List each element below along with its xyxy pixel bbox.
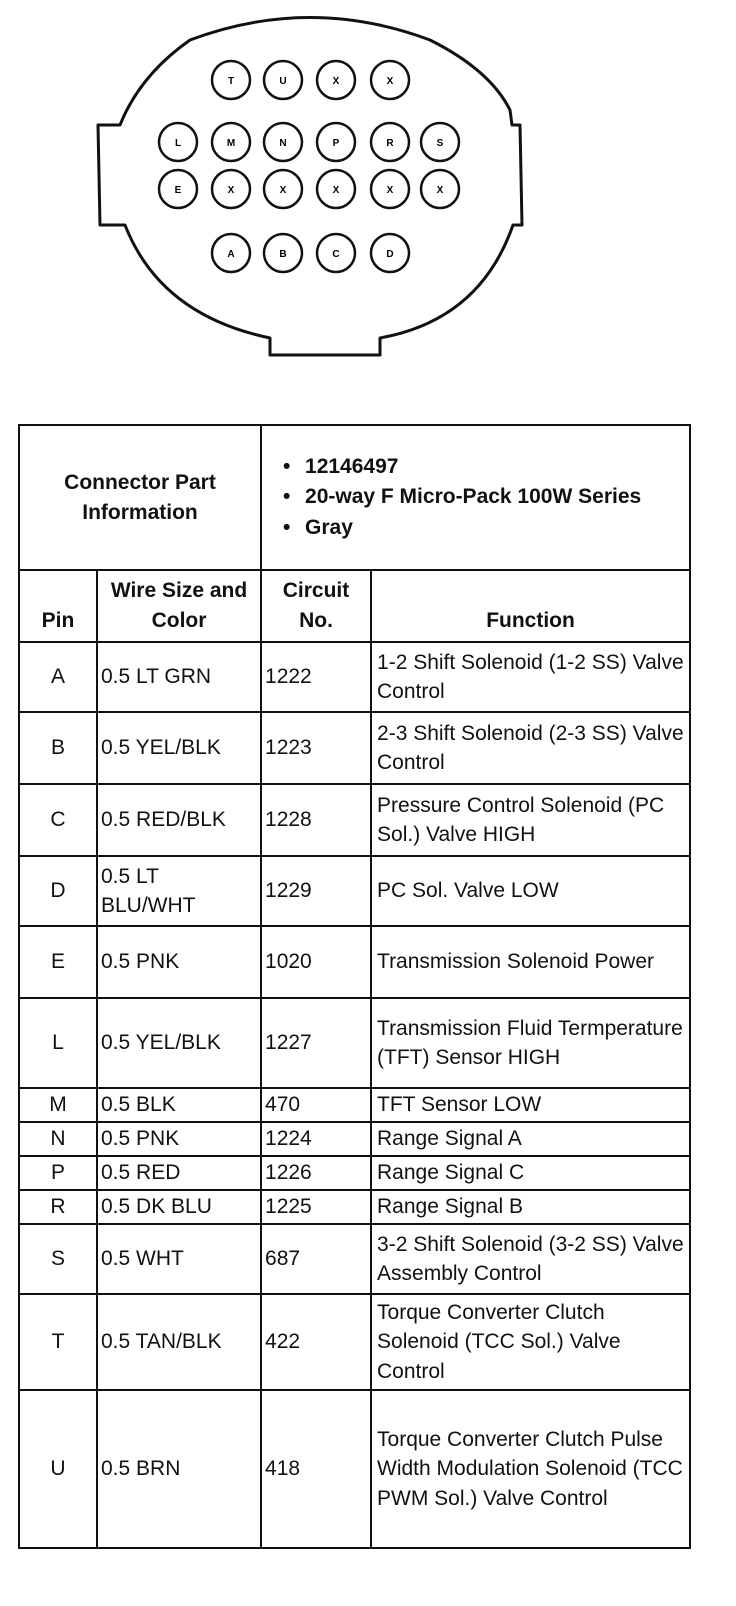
pin-t — [212, 61, 250, 99]
pin-cell: U — [19, 1390, 97, 1548]
pin-cell: N — [19, 1122, 97, 1156]
function-cell: Range Signal C — [371, 1156, 690, 1190]
pin-cell: A — [19, 642, 97, 712]
pin-label: X — [279, 185, 287, 196]
header-wire: Wire Size and Color — [97, 570, 261, 642]
wire-cell: 0.5 BLK — [97, 1088, 261, 1122]
pin-label: X — [332, 185, 340, 196]
pin-cell: E — [19, 926, 97, 998]
pin-cell: S — [19, 1224, 97, 1294]
circuit-cell: 1222 — [261, 642, 371, 712]
circuit-cell: 1224 — [261, 1122, 371, 1156]
connector-pinout-table — [18, 424, 691, 1549]
function-cell: 1-2 Shift Solenoid (1-2 SS) Valve Control — [371, 642, 690, 712]
pin-cell: M — [19, 1088, 97, 1122]
pin-r — [371, 123, 409, 161]
pin-s — [421, 123, 459, 161]
pin-label: A — [227, 249, 235, 260]
table-row — [19, 998, 690, 1088]
header-function: Function — [371, 570, 690, 642]
wire-cell: 0.5 BRN — [97, 1390, 261, 1548]
pin-label: B — [279, 249, 287, 260]
connector-part-info-label: Connector Part Information — [19, 425, 261, 570]
pin-label: E — [174, 185, 182, 196]
circuit-cell: 687 — [261, 1224, 371, 1294]
pin-l — [159, 123, 197, 161]
table-row — [19, 1294, 690, 1390]
circuit-cell: 1225 — [261, 1190, 371, 1224]
pin-x1 — [317, 61, 355, 99]
table-row — [19, 1088, 690, 1122]
function-cell: 3-2 Shift Solenoid (3-2 SS) Valve Assembly Control — [371, 1224, 690, 1294]
pin-label: P — [332, 138, 340, 149]
pin-p — [317, 123, 355, 161]
wire-cell: 0.5 PNK — [97, 926, 261, 998]
table-row — [19, 1190, 690, 1224]
table-row — [19, 1122, 690, 1156]
pin-cell: C — [19, 784, 97, 856]
pin-x2 — [371, 61, 409, 99]
pin-n — [264, 123, 302, 161]
pin-cell: D — [19, 856, 97, 926]
table-row — [19, 1156, 690, 1190]
wire-cell: 0.5 LT GRN — [97, 642, 261, 712]
function-cell: TFT Sensor LOW — [371, 1088, 690, 1122]
table-row — [19, 1390, 690, 1548]
pin-x4 — [264, 170, 302, 208]
wire-cell: 0.5 RED — [97, 1156, 261, 1190]
connector-info-row — [19, 425, 690, 570]
wire-cell: 0.5 PNK — [97, 1122, 261, 1156]
circuit-cell: 1223 — [261, 712, 371, 784]
wire-cell: 0.5 YEL/BLK — [97, 712, 261, 784]
pin-a — [212, 234, 250, 272]
function-cell: Transmission Solenoid Power — [371, 926, 690, 998]
pin-label: D — [386, 249, 394, 260]
wire-cell: 0.5 RED/BLK — [97, 784, 261, 856]
pin-cell: R — [19, 1190, 97, 1224]
circuit-cell: 1228 — [261, 784, 371, 856]
function-cell: Torque Converter Clutch Pulse Width Modulation Solenoid (TCC PWM Sol.) Valve Control — [371, 1390, 690, 1548]
table-row — [19, 784, 690, 856]
pin-cell: B — [19, 712, 97, 784]
function-cell: Pressure Control Solenoid (PC Sol.) Valve HIGH — [371, 784, 690, 856]
table-header-row — [19, 570, 690, 642]
wire-cell: 0.5 WHT — [97, 1224, 261, 1294]
pin-b — [264, 234, 302, 272]
connector-info-item: • 12146497 — [277, 452, 686, 482]
pin-label: X — [436, 185, 444, 196]
pin-label: X — [386, 185, 394, 196]
table-row — [19, 1224, 690, 1294]
connector-part-info — [261, 425, 690, 570]
pin-label: S — [436, 138, 444, 149]
pin-label: C — [332, 249, 340, 260]
pin-cell: T — [19, 1294, 97, 1390]
connector-info-item: • Gray — [277, 513, 686, 543]
pin-label: X — [386, 76, 394, 87]
pin-label: M — [226, 138, 236, 149]
header-circuit: Circuit No. — [261, 570, 371, 642]
table-row — [19, 856, 690, 926]
circuit-cell: 418 — [261, 1390, 371, 1548]
pin-label: X — [332, 76, 340, 87]
pin-label: U — [279, 76, 287, 87]
header-pin: Pin — [19, 570, 97, 642]
pin-d — [371, 234, 409, 272]
pin-m — [212, 123, 250, 161]
pin-cell: L — [19, 998, 97, 1088]
function-cell: Range Signal A — [371, 1122, 690, 1156]
circuit-cell: 1226 — [261, 1156, 371, 1190]
wire-cell: 0.5 LT BLU/WHT — [97, 856, 261, 926]
wire-cell: 0.5 DK BLU — [97, 1190, 261, 1224]
pin-e — [159, 170, 197, 208]
connector-info-list — [265, 452, 686, 543]
pin-label: N — [279, 138, 287, 149]
table-row — [19, 712, 690, 784]
pin-label: T — [227, 76, 235, 87]
pin-cell: P — [19, 1156, 97, 1190]
wire-cell: 0.5 TAN/BLK — [97, 1294, 261, 1390]
pin-u — [264, 61, 302, 99]
circuit-cell: 470 — [261, 1088, 371, 1122]
pin-label: R — [386, 138, 394, 149]
function-cell: 2-3 Shift Solenoid (2-3 SS) Valve Control — [371, 712, 690, 784]
wire-cell: 0.5 YEL/BLK — [97, 998, 261, 1088]
connector-info-item: • 20-way F Micro-Pack 100W Series — [277, 482, 686, 512]
pin-x3 — [212, 170, 250, 208]
function-cell: Torque Converter Clutch Solenoid (TCC Sol.) Valve Control — [371, 1294, 690, 1390]
circuit-cell: 422 — [261, 1294, 371, 1390]
function-cell: PC Sol. Valve LOW — [371, 856, 690, 926]
pin-x6 — [371, 170, 409, 208]
function-cell: Range Signal B — [371, 1190, 690, 1224]
pin-x7 — [421, 170, 459, 208]
pin-label: L — [174, 138, 182, 149]
pin-label: X — [227, 185, 235, 196]
pin-c — [317, 234, 355, 272]
circuit-cell: 1020 — [261, 926, 371, 998]
table-row — [19, 642, 690, 712]
connector-face-diagram — [0, 0, 736, 380]
pin-x5 — [317, 170, 355, 208]
function-cell: Transmission Fluid Termperature (TFT) Sensor HIGH — [371, 998, 690, 1088]
circuit-cell: 1229 — [261, 856, 371, 926]
circuit-cell: 1227 — [261, 998, 371, 1088]
table-row — [19, 926, 690, 998]
